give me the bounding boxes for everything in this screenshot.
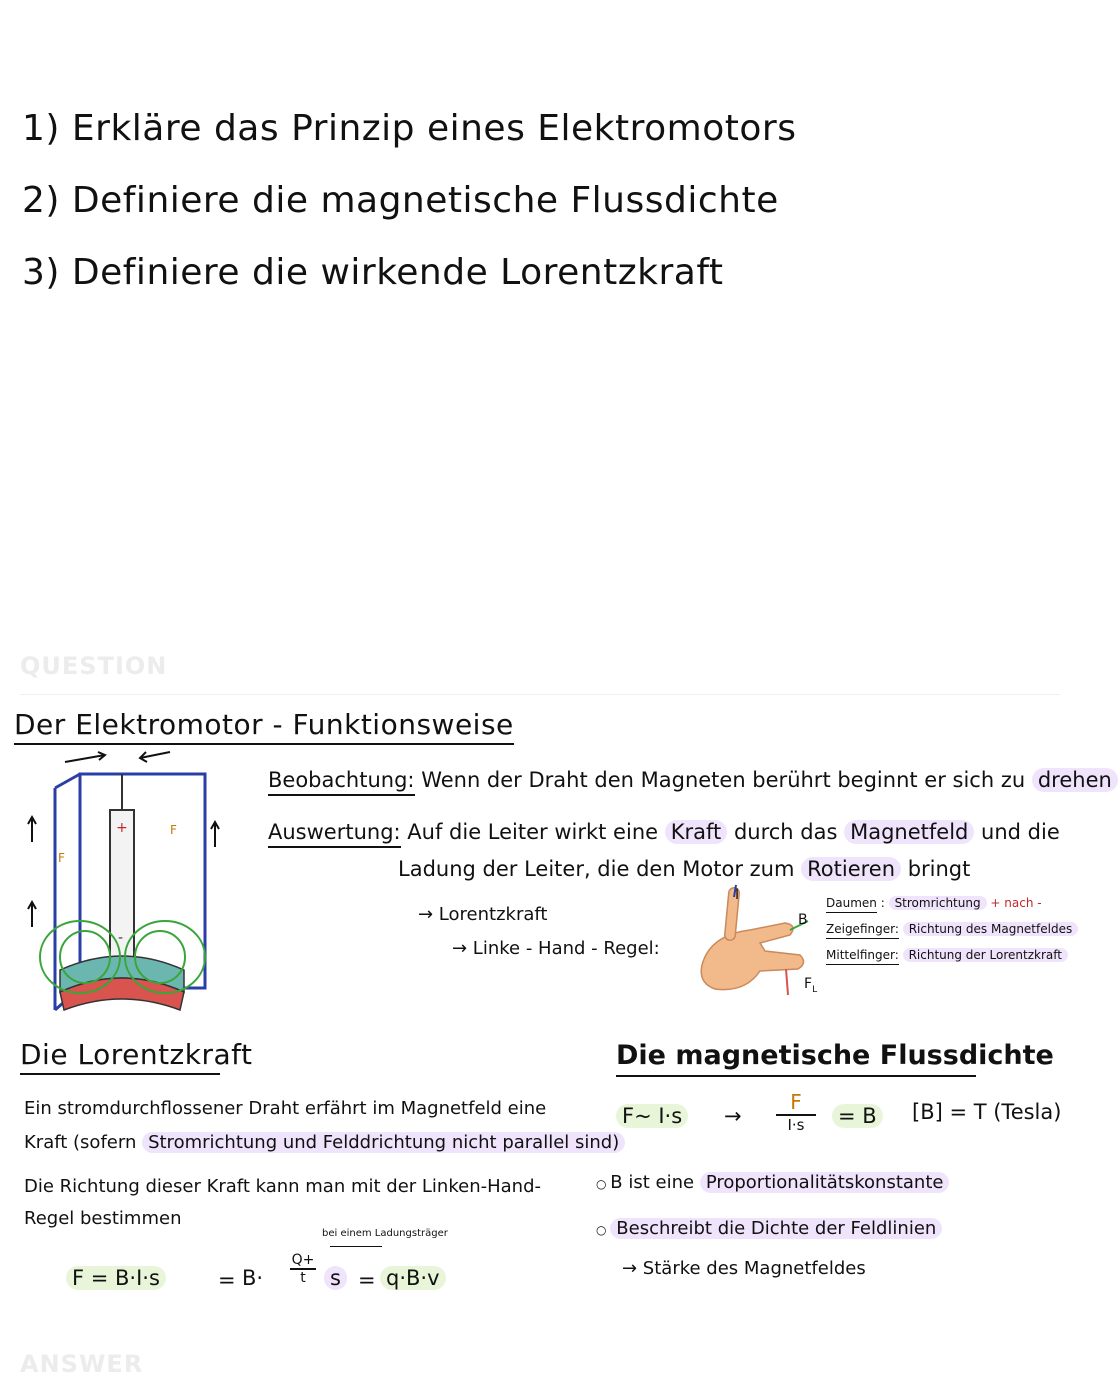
motor-title: Der Elektromotor - Funktionsweise [14,708,514,745]
question-label: QUESTION [20,652,168,680]
formula-3: s [324,1266,347,1290]
flux-fraction: F I·s [776,1090,816,1134]
hand-label-f: $F_L$ [804,976,818,995]
auswertung-label: Auswertung: [268,820,401,848]
flux-title: Die magnetische Flussdichte [616,1040,976,1077]
question-1: 1) Erkläre das Prinzip eines Elektromotors [22,108,797,149]
force-label-left: F [58,851,65,865]
flux-bullet-2: ○ Beschreibt die Dichte der Feldlinien [596,1218,942,1239]
motor-diagram [20,752,240,1037]
note-arrow [330,1246,382,1247]
question-2: 2) Definiere die magnetische Flussdichte [22,180,779,221]
equals-1: = [218,1268,236,1292]
lorentz-line-1: Ein stromdurchflossener Draht erfährt im Magnetfeld eine [24,1098,547,1119]
hand-rule-list [826,896,1076,974]
flux-subpoint: → Stärke des Magnetfeldes [622,1258,866,1279]
question-3: 3) Definiere die wirkende Lorentzkraft [22,252,724,293]
formula-4: q·B·v [380,1266,446,1290]
beobachtung-label: Beobachtung: [268,768,415,796]
coil-frame [80,774,205,988]
minus-sign: - [118,930,124,946]
hand-diagram [690,885,822,1000]
rule-row: Mittelfinger: Richtung der Lorentzkraft [826,948,1076,974]
lorentz-title: Die Lorentzkraft [20,1038,220,1075]
formula-fraction: Q+ t [291,1252,315,1286]
flux-bullet-1: ○ B ist eine Proportionalitätskonstante [596,1172,949,1193]
force-label-right: F [170,823,177,837]
beobachtung-line: Beobachtung: Wenn der Draht den Magneten berührt beginnt er sich zu drehen [268,768,1118,792]
equals-2: = [358,1268,376,1292]
plus-sign: + [116,820,128,836]
lorentz-line-4: Regel bestimmen [24,1208,182,1229]
flux-equals-b: = B [832,1104,883,1128]
flux-arrow: → [724,1104,742,1128]
lorentz-line-2: Kraft (sofern Stromrichtung und Felddrichtung nicht parallel sind) [24,1132,625,1153]
lorentz-line-3: Die Richtung dieser Kraft kann man mit der Linken-Hand- [24,1176,541,1197]
flux-unit: [B] = T (Tesla) [912,1100,1062,1124]
hand-label-b: B [798,912,808,928]
hand-shape [701,923,803,990]
auswertung-line-2: Ladung der Leiter, die den Motor zum Rotieren bringt [398,857,971,881]
rule-row: Zeigefinger: Richtung des Magnetfeldes [826,922,1076,948]
formula-2: B· [242,1266,264,1290]
left-hand-rule-arrow: → Linke - Hand - Regel: [452,938,660,959]
auswertung-line-1: Auswertung: Auf die Leiter wirkt eine Kraft durch das Magnetfeld und die [268,820,1060,844]
formula-1: F = B·I·s [66,1266,166,1290]
rule-row: Daumen : Stromrichtung + nach - [826,896,1076,922]
flux-proportional: F~ I·s [616,1104,688,1128]
answer-label: ANSWER [20,1350,144,1378]
divider [20,694,1060,695]
hand-label-i: I [735,887,740,903]
ladungstraeger-note: bei einem Ladungsträger [322,1228,448,1239]
lorentz-arrow: → Lorentzkraft [418,904,548,925]
